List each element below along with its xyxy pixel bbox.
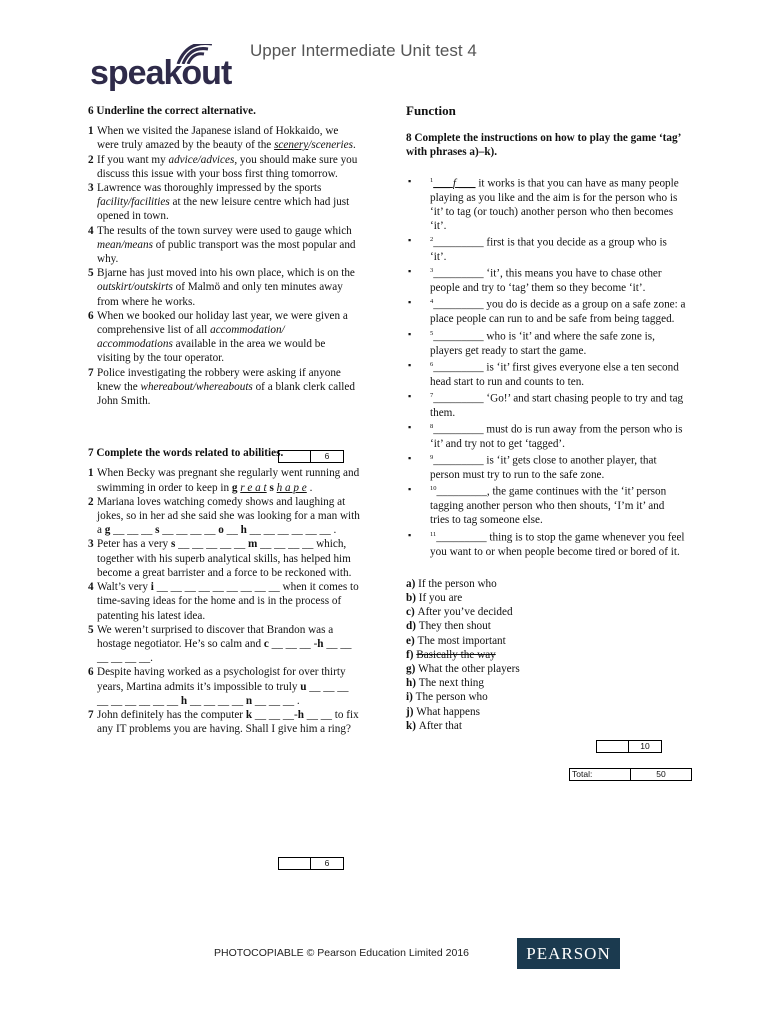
total-score-box [569,768,692,781]
bullet-icon: ▪ [408,484,412,495]
pearson-logo: PEARSON [517,938,620,969]
q8-item-number: 7 [430,391,434,399]
q7-item-number: 2 [88,495,94,508]
q8-option [406,577,686,591]
logo-text: speakout [90,54,232,92]
q8-item [406,174,686,234]
q7-item [88,466,360,494]
bullet-icon: ▪ [408,297,412,308]
q8-item [406,264,686,295]
q7-item-text: When Becky was pregnant she regularly went running and swimming in order to keep in g r e a t s h a p e . [97,467,360,494]
q8-item-number: 10 [430,485,437,493]
q6-item [88,181,360,224]
q7-item [88,580,360,623]
q8-item-text: _________ ‘it’, this means you have to chase other people and try to ‘tag’ them so they become ‘it’. [430,268,662,295]
q7-item-text: Peter has a very s __ __ __ __ __ m __ __ __ __ which, together with his superb analytical skills, has helped him become a great barrister and a force to be reckoned with. [97,538,352,579]
q6-item [88,309,360,366]
q8-option [406,676,686,690]
q6-item [88,224,360,267]
q6-item-number: 2 [88,153,94,166]
q8-option-letter: e) [406,634,418,647]
left-column [88,104,360,736]
speakout-logo [90,44,250,94]
q8-item-number: 9 [430,454,434,462]
bullet-icon: ▪ [408,422,412,432]
q8-item [406,389,686,420]
q8-item [406,482,686,527]
q8-option [406,619,686,633]
q6-item-text: Lawrence was thoroughly impressed by the sports facility/facilities at the new leisure centre which had just opened in town. [97,182,350,223]
q8-item-number: 3 [430,267,434,275]
q6-item [88,366,360,409]
q6-score-box [278,450,344,463]
q6-list [88,124,360,408]
q8-item-text: _________ who is ‘it’ and where the safe zone is, players get ready to start the game. [430,330,655,357]
q6-score: 6 [324,451,330,461]
q8-option-letter: k) [406,719,419,732]
q7-heading: 7 Complete the words related to abilities. [88,447,284,460]
q7-list [88,466,360,736]
q6-item-number: 7 [88,366,94,379]
q8-item-text: _________ is ‘it’ first gives everyone else a ten second head start to run and counts to ten. [430,361,679,388]
copyright-notice: PHOTOCOPIABLE © Pearson Education Limited 2016 [214,947,470,959]
q6-item-number: 3 [88,182,94,195]
q8-item-number: 2 [430,236,434,244]
q7-item [88,623,360,666]
q8-option [406,705,686,719]
q8-heading: 8 Complete the instructions on how to play the game ‘tag’ with phrases a)–k). [406,132,681,159]
bullet-icon: ▪ [408,359,412,370]
q8-item-text: _________, the game continues with the ‘it’ person tagging another person who then shouts, ‘I’m it’ and tries to tag someone else. [430,486,667,527]
q6-item-text: When we booked our holiday last year, we were given a comprehensive list of all accommodation/ accommodations available in the area we would be visiting by the tour operator. [97,309,348,365]
q7-item [88,537,360,580]
q7-item-number: 4 [88,581,94,594]
bullet-icon: ▪ [408,453,412,464]
bullet-icon: ▪ [408,235,412,246]
q7-score: 6 [324,858,330,868]
q8-option-text: If you are [418,591,463,604]
q8-item [406,420,686,451]
q8-option [406,591,686,605]
total-label: Total: [572,769,593,779]
q8-item [406,358,686,389]
q7-item-number: 7 [88,708,94,721]
q6-item-text: Bjarne has just moved into his own place, which is on the outskirt/outskirts of Malmö and only ten minutes away from where he works. [97,267,355,308]
q6-item-number: 1 [88,125,94,138]
q8-item-number: 11 [430,530,437,538]
q7-item-text: We weren’t surprised to discover that Brandon was a hostage negotiator. He’s so calm and c __ __ __ -h __ __ __ __ __ __. [97,623,352,665]
q8-item [406,327,686,358]
q8-option-letter: i) [406,691,416,704]
q8-option-text: What happens [416,705,480,718]
q8-option-text: If the person who [418,577,497,590]
q8-item-text: _________ must do is run away from the person who is ‘it’ and try not to get ‘tagged’. [430,423,683,450]
q6-item-text: If you want my advice/advices, you should make sure you discuss this issue with your boss first thing tomorrow. [97,153,358,180]
q8-item-text: _________ thing is to stop the game whenever you feel you want to or when people become tired or bored of it. [430,531,685,558]
bullet-icon: ▪ [408,328,412,339]
q8-score-box [596,740,662,753]
q8-item-text: _________ you do is decide as a group on a safe zone: a place people can run to and be safe from being tagged. [430,299,686,326]
q8-item-text: _________ is ‘it’ gets close to another player, that person must try to run to the safe zone. [430,454,657,482]
q6-item-text: Police investigating the robbery were asking if anyone knew the whereabout/whereabouts of a blank clerk called John Smith. [97,366,355,408]
q8-item-text: _________ first is that you decide as a group who is ‘it’. [430,236,667,264]
q8-option [406,634,686,648]
q7-item-number: 5 [88,623,94,636]
q8-option-letter: c) [406,606,418,619]
bullet-icon: ▪ [408,529,412,540]
q6-item [88,153,360,181]
q8-item-number: 5 [430,329,434,337]
q6-item [88,124,360,152]
q8-item-number: 4 [430,298,434,306]
q8-option [406,719,686,733]
bullet-icon: ▪ [408,175,412,186]
q6-item-text: The results of the town survey were used to gauge which mean/means of public transport was the most popular and why. [97,224,356,266]
q7-item-text: Mariana loves watching comedy shows and laughing at jokes, so in her ad she said she was looking for a man with a g __ __ __ s __ __ __ __ o __ h __ __ __ __ __ __ . [97,495,360,537]
q8-options [406,577,686,733]
q7-item-number: 6 [88,666,94,679]
q8-option-text: Basically the way [416,648,496,661]
total-score: 50 [656,769,666,779]
q8-item-text: _________ ‘Go!’ and start chasing people to try and tag them. [430,392,684,419]
q8-option-text: They then shout [418,620,491,633]
q8-option-letter: b) [406,591,419,604]
q8-item [406,295,686,326]
q7-item-number: 1 [88,467,94,480]
q7-item-text: John definitely has the computer k __ __ __-h __ __ to fix any IT problems you are having. Shall I give him a ring? [97,708,359,736]
q8-option [406,605,686,619]
q7-item [88,708,360,736]
q8-option-text: The next thing [418,677,484,690]
q7-score-box [278,857,344,870]
q8-option [406,648,686,662]
q8-option-letter: d) [406,620,419,633]
q7-item-number: 3 [88,538,94,551]
q8-item-text: ___ f ___ it works is that you can have as many people playing as you like and the aim is for the person who is ‘it’ to tag (or touch) another person who then becomes ‘it’. [430,177,679,232]
q7-item-text: Walt’s very i __ __ __ __ __ __ __ __ __ when it comes to time-saving ideas for the home and is in the process of patenting his latest idea. [97,581,359,622]
q8-option-text: After that [418,719,462,732]
q7-item [88,495,360,538]
q8-option-text: After you’ve decided [417,606,513,619]
q8-item-number: 8 [430,423,434,430]
q6-heading: 6 Underline the correct alternative. [88,105,256,117]
bullet-icon: ▪ [408,266,412,277]
q6-item-number: 4 [88,224,94,237]
unit-title: Upper Intermediate Unit test 4 [250,41,477,60]
function-title: Function [406,103,456,118]
q8-item [406,528,686,559]
q8-option-text: The person who [415,691,488,704]
q6-item-number: 6 [88,309,94,322]
q8-option-letter: h) [406,677,419,690]
right-column [406,104,686,733]
q8-option [406,662,686,676]
q6-item-text: When we visited the Japanese island of Hokkaido, we were truly amazed by the beauty of the scenery/sceneries. [97,125,356,152]
q8-score: 10 [640,741,650,751]
q8-item-number: 1 [430,176,434,184]
q8-option-letter: g) [406,662,419,675]
q8-option-letter: f) [406,648,417,661]
q7-item-text: Despite having worked as a psychologist for over thirty years, Martina admits it’s impossible to truly u __ __ __ __ __ __ __ __ __ h __ __ __ __ n __ __ __ . [97,666,349,707]
q8-option-letter: j) [406,705,417,718]
q8-option [406,690,686,704]
q6-item-number: 5 [88,267,94,280]
q8-option-text: The most important [417,634,506,647]
q7-item [88,665,360,708]
bullet-icon: ▪ [408,390,412,401]
q8-option-text: What the other players [418,662,520,675]
q8-item-number: 6 [430,360,434,368]
q6-item [88,266,360,309]
q8-item [406,233,686,264]
q8-item [406,451,686,482]
q8-option-letter: a) [406,577,419,590]
q8-list [406,174,686,559]
